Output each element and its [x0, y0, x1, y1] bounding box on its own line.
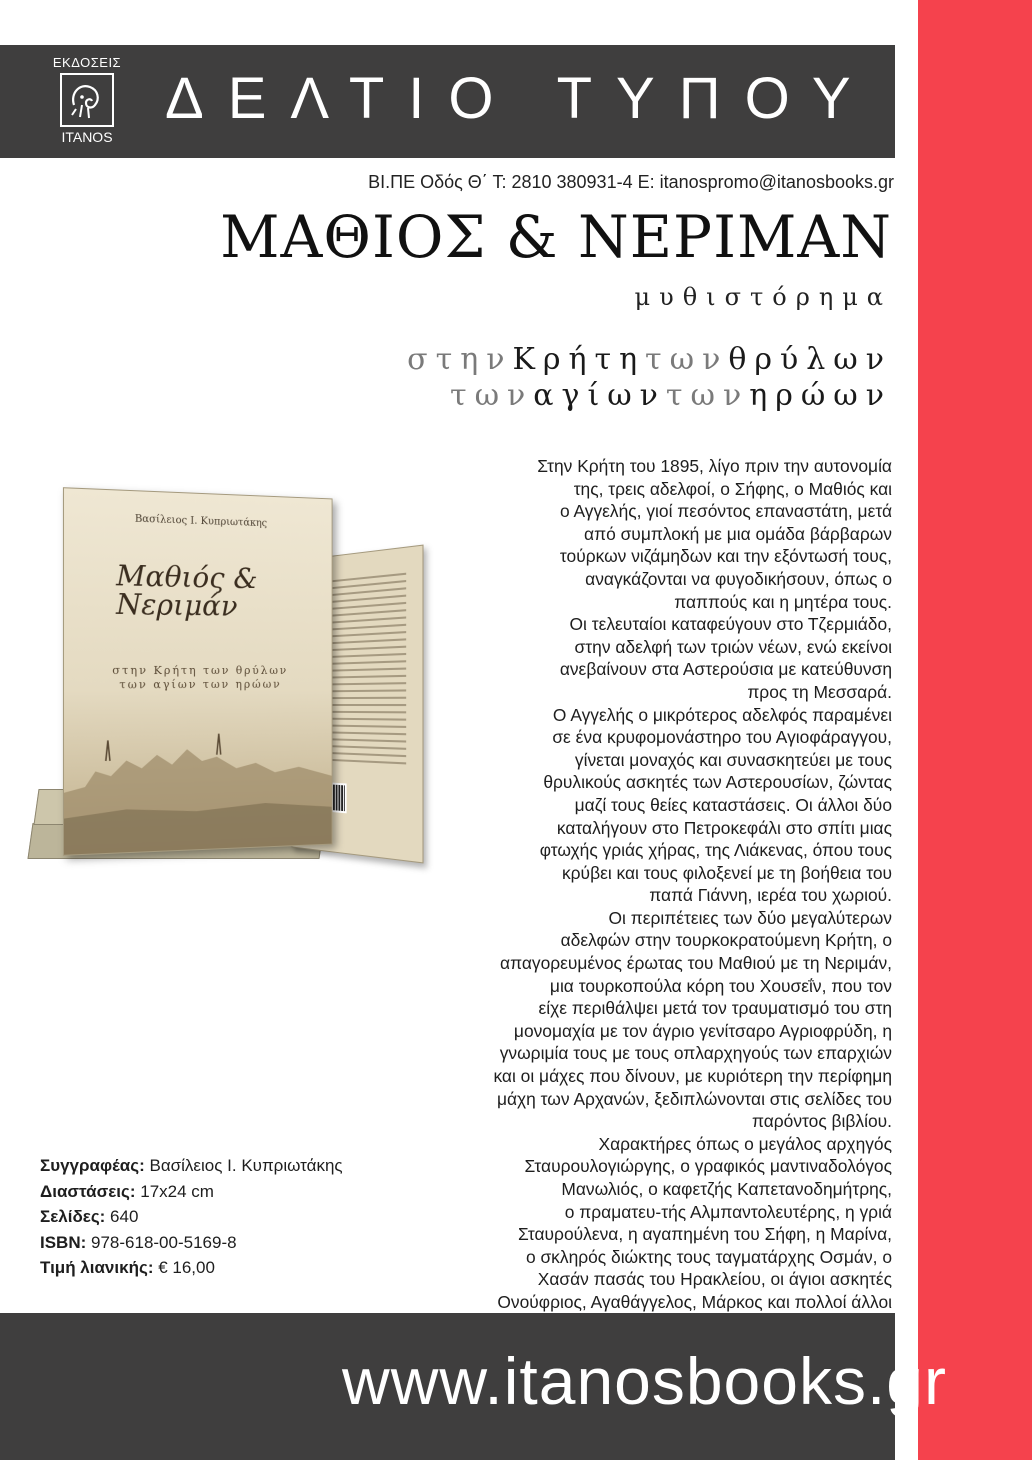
cover-title: Μαθιός & Νεριμάν	[116, 558, 258, 623]
cover-city-illustration	[64, 718, 332, 855]
website-link[interactable]: www.itanosbooks.gr	[342, 1344, 947, 1418]
cover-subtitle: στην Κρήτη των θρύλων των αγίων των ηρώων	[112, 663, 289, 692]
detail-pages: Σελίδες: 640	[40, 1207, 139, 1226]
detail-dimensions: Διαστάσεις: 17x24 cm	[40, 1181, 214, 1201]
cover-author: Βασίλειος Ι. Κυπριωτάκης	[134, 513, 268, 530]
book-front-cover	[63, 487, 333, 856]
side-accent-bar	[918, 0, 1032, 1460]
subtitle-line-2: τωναγίωντωνηρώων	[449, 378, 892, 413]
ram-head-icon	[60, 73, 114, 127]
press-release-title: ΔΕΛΤΙΟ ΤΥΠΟΥ	[165, 66, 875, 131]
description-paragraph: Οι τελευταίοι καταφεύγουν στο Τζερμιάδο, στην αδελφή των τριών νέων, ενώ εκείνοι ανεβαίνουν στα Αστερούσια με κατεύθυνση προς τη Μεσσαρά.	[559, 614, 892, 702]
detail-price: Τιμή λιανικής: € 16,00	[40, 1258, 215, 1277]
description-paragraph: Στην Κρήτη του 1895, λίγο πριν την αυτονομία της, τρεις αδελφοί, ο Σήφης, ο Μαθιός και ο Αγγελής, γιοί πεσόντος επαναστάτη, μετά από συμπλοκή με μια ομάδα βάρβαρων τούρκων νιζάμηδων και την εξόντωσή τους, αναγκάζονται να φυγοδικήσουν, όπως ο παππούς και η μητέρα τους.	[537, 456, 892, 612]
publisher-logo	[52, 55, 122, 150]
book-genre: μυθιστόρημα	[634, 283, 892, 311]
detail-author: Συγγραφέας: Βασίλειος Ι. Κυπριωτάκης	[40, 1156, 343, 1175]
logo-top-text: ΕΚΔΟΣΕΙΣ	[52, 55, 122, 70]
book-details	[40, 1153, 343, 1281]
subtitle-line-1: στηνΚρήτητωνθρύλων	[407, 342, 892, 377]
description-paragraph: Χαρακτήρες όπως ο μεγάλος αρχηγός Σταυρουλογιώργης, ο γραφικός μαντιναδολόγος Μανωλιός, ο καφετζής Καπετανοδημήτρης, ο πραματευ-τής Αλμπαντολευτέρης, η γριά Σταυρούλενα, η αγαπημένη του Σήφη, η Μαρίνα, ο σκληρός διώκτης τους ταγματάρχης Οσμάν, ο Χασάν πασάς του Ηρακλείου, οι άγιοι ασκητές Ονούφριος, Αγαθάγγελος, Μάρκος και πολλοί άλλοι	[497, 1133, 892, 1312]
book-subtitle	[407, 342, 892, 414]
book-cover-image	[28, 485, 438, 870]
book-description	[392, 455, 892, 1336]
book-title: ΜΑΘΙΟΣ & ΝΕΡΙΜΑΝ	[220, 203, 892, 271]
description-paragraph: Οι περιπέτειες των δύο μεγαλύτερων αδελφών στην τουρκοκρατούμενη Κρήτη, ο απαγορευμένος έρωτας του Μαθιού με τη Νεριμάν, μια τουρκοπούλα κόρη του Χουσεΐν, που τον είχε περιθάλψει μετά τον τραυματισμό του στη μονομαχία με τον άγριο γενίτσαρο Αγριοφρύδη, η γνωριμία τους με τους οπλαρχηγούς των επαρχιών και οι μάχες που δίνουν, με κυριότερη την περίφημη μάχη των Αρχανών, ξεδιπλώνονται στις σελίδες του παρόντος βιβλίου.	[493, 907, 892, 1132]
detail-isbn: ISBN: 978-618-00-5169-8	[40, 1232, 237, 1252]
description-paragraph: Ο Αγγελής ο μικρότερος αδελφός παραμένει σε ένα κρυφομονάστηρο του Αγιοφάραγγου, γίνεται μοναχός και συνασκητεύει με τους θρυλικούς ασκητές των Αστερουσίων, ζώντας μαζί τους θείες καταστάσεις. Οι άλλοι δύο καταλήγουν στο Πετροκεφάλι στο σπίτι μιας φτωχής γριάς χήρας, της Λιάκενας, όπου τους κρύβει και τους φιλοξενεί με τη βοήθεια του παπά Γιάννη, ιερέα του χωριού.	[539, 704, 892, 906]
contact-info: ΒΙ.ΠΕ Οδός Θ΄ Τ: 2810 380931-4 Ε: itanospromo@itanosbooks.gr	[368, 172, 894, 192]
logo-bottom-text: ITANOS	[61, 129, 113, 145]
